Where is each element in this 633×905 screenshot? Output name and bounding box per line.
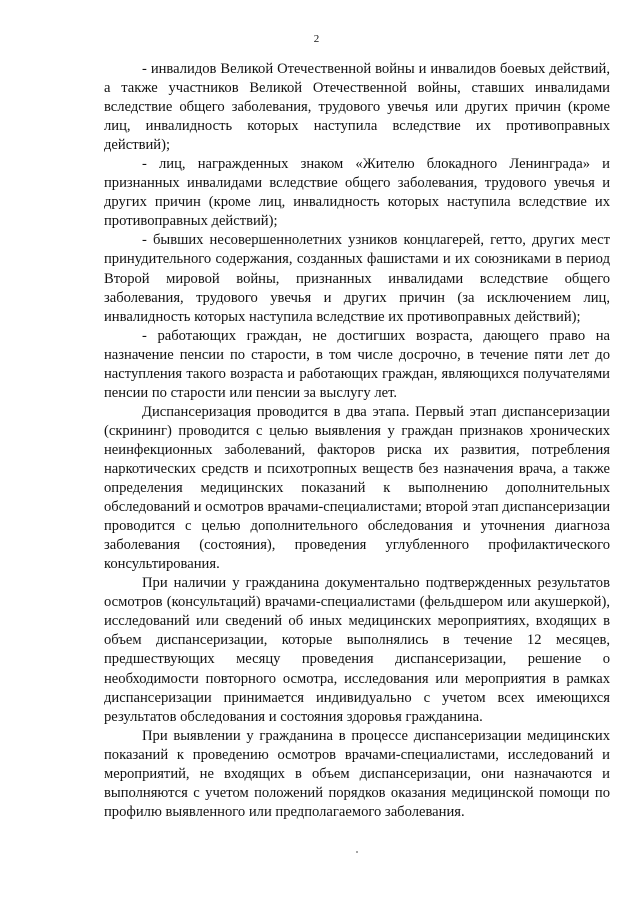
- paragraph-dispensary-stages: Диспансеризация проводится в два этапа. Первый этап диспансеризации (скрининг) проводится с целью выявления у граждан признаков хронических неинфекционных заболеваний, факторов риска их развития, потребления наркотических средств и психотропных веществ без назначения врача, а также определения медицинских показаний к выполнению дополнительных обследований и осмотров врачами-специалистами; второй этап диспансеризации проводится с целью дополнительного обследования и уточнения диагноза заболевания (состояния), проведения углубленного профилактического консультирования.: [104, 403, 610, 573]
- paragraph-additional-indications: При выявлении у гражданина в процессе диспансеризации медицинских показаний к проведению осмотров врачами-специалистами, исследований и мероприятий, не входящих в объем диспансеризации, они назначаются и выполняются с учетом положений порядков оказания медицинской помощи по профилю выявленного или предполагаемого заболевания.: [104, 727, 610, 820]
- paragraph-camp-prisoners: - бывших несовершеннолетних узников концлагерей, гетто, других мест принудительного содержания, созданных фашистами и их союзниками в период Второй мировой войны, признанных инвалидами вследствие общего заболевания, трудового увечья и других причин (за исключением лиц, инвалидность которых наступила вследствие их противоправных действий);: [104, 232, 610, 325]
- paragraph-working-citizens: - работающих граждан, не достигших возраста, дающего право на назначение пенсии по старости, в том числе досрочно, в течение пяти лет до наступления такого возраста и работающих граждан, являющихся получателями пенсии по старости или пенсии за выслугу лет.: [104, 327, 610, 401]
- page-number: 2: [313, 33, 320, 45]
- paragraph-leningrad-blockade: - лиц, награжденных знаком «Жителю блокадного Ленинграда» и признанных инвалидами вследствие общего заболевания, трудового увечья и других причин (кроме лиц, инвалидность которых наступила вследствие их противоправных действий);: [104, 156, 610, 230]
- document-body: [104, 60, 610, 822]
- paragraph-veterans: - инвалидов Великой Отечественной войны и инвалидов боевых действий, а также участников Великой Отечественной войны, ставших инвалидами вследствие общего заболевания, трудового увечья или других причин (кроме лиц, инвалидность которых наступила вследствие их противоправных действий);: [104, 61, 610, 154]
- paragraph-prior-results: При наличии у гражданина документально подтвержденных результатов осмотров (консультаций) врачами-специалистами (фельдшером или акушеркой), исследований или сведений об иных медицинских мероприятиях, входящих в объем диспансеризации, которые выполнялись в течение 12 месяцев, предшествующих месяцу проведения диспансеризации, решение о необходимости повторного осмотра, исследования или мероприятия в рамках диспансеризации принимается индивидуально с учетом всех имеющихся результатов обследования и состояния здоровья гражданина.: [104, 575, 610, 725]
- scan-speck: [356, 851, 358, 853]
